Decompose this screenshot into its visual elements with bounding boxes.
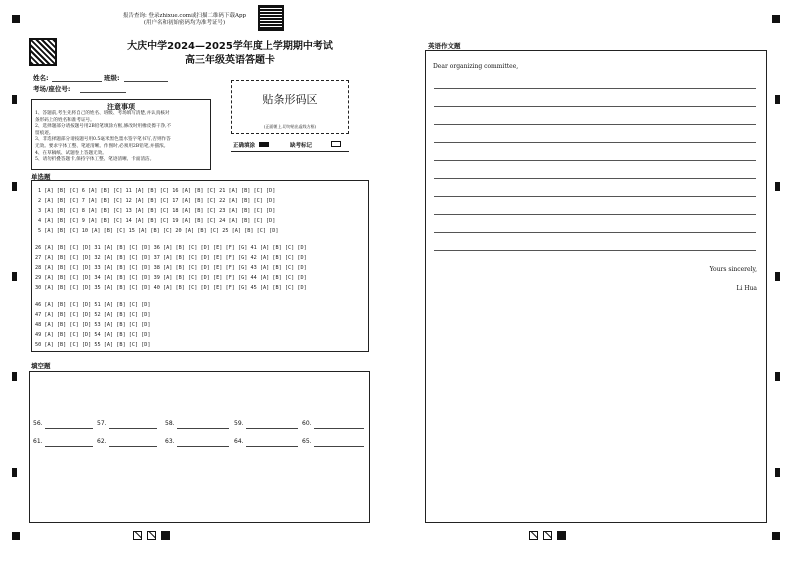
mc-row[interactable]: 46 [A] [B] [C] [D] 51 [A] [B] [C] [D]	[35, 302, 151, 308]
barcode-area	[231, 80, 349, 134]
mc-row[interactable]: 27 [A] [B] [C] [D] 32 [A] [B] [C] [D] 37 [A] [B] [C] [D] [E] [F] [G] 42 [A] [B] [C] [D]	[35, 255, 307, 261]
class-label: 班级:	[104, 74, 120, 82]
fill-answer-line[interactable]	[109, 446, 157, 447]
fill-answer-line[interactable]	[246, 446, 298, 447]
fill-number: 61.	[33, 438, 43, 445]
notice-line: 1、答题前,考生先将自己的姓名、班级、考场填写清楚,并认真核对	[35, 111, 170, 116]
timing-mark	[775, 95, 780, 104]
fill-number: 56.	[33, 420, 43, 427]
timing-mark	[775, 182, 780, 191]
mc-row[interactable]: 5 [A] [B] [C] 10 [A] [B] [C] 15 [A] [B] [C] 20 [A] [B] [C] 25 [A] [B] [C] [D]	[38, 228, 279, 234]
fill-answer-line[interactable]	[109, 428, 157, 429]
mc-row[interactable]: 47 [A] [B] [C] [D] 52 [A] [B] [C] [D]	[35, 312, 151, 318]
fill-number: 65.	[302, 438, 312, 445]
absent-mark-box[interactable]	[331, 141, 341, 147]
registration-mark-top-left	[12, 15, 20, 23]
fill-answer-line[interactable]	[314, 446, 364, 447]
fill-answer-line[interactable]	[177, 428, 229, 429]
fill-answer-box	[29, 371, 370, 523]
essay-section-label: 英语作文题	[428, 42, 461, 50]
notice-line: 5、请勿折叠答题卡,保持字体工整、笔迹清晰、卡面清洁。	[35, 157, 155, 163]
fill-answer-line[interactable]	[45, 428, 93, 429]
essay-writing-line[interactable]	[434, 142, 756, 143]
timing-mark	[775, 468, 780, 477]
correct-fill-sample-icon	[259, 142, 269, 147]
exam-title: 大庆中学2024—2025学年度上学期期中考试	[127, 41, 333, 52]
mc-row[interactable]: 1 [A] [B] [C] 6 [A] [B] [C] 11 [A] [B] [C] 16 [A] [B] [C] 21 [A] [B] [C] [D]	[38, 188, 276, 194]
fill-number: 57.	[97, 420, 107, 427]
notice-line: 3、非选择题部分请按题号用0.5毫米黑色墨水签字笔书写,否则作答	[35, 137, 171, 143]
fill-number: 64.	[234, 438, 244, 445]
essay-writing-line[interactable]	[434, 88, 756, 89]
room-seat-label: 考场/座位号:	[33, 85, 71, 93]
mc-row[interactable]: 3 [A] [B] [C] 8 [A] [B] [C] 13 [A] [B] [C] 18 [A] [B] [C] 23 [A] [B] [C] [D]	[38, 208, 276, 214]
notice-line: 2、选择题部分请按题号用2B铅笔填涂方框,修改时用橡皮擦干净,不	[35, 124, 172, 130]
fill-answer-line[interactable]	[246, 428, 298, 429]
mc-row[interactable]: 49 [A] [B] [C] [D] 54 [A] [B] [C] [D]	[35, 332, 151, 338]
fill-answer-line[interactable]	[177, 446, 229, 447]
mc-row[interactable]: 2 [A] [B] [C] 7 [A] [B] [C] 12 [A] [B] [C] 17 [A] [B] [C] 22 [A] [B] [C] [D]	[38, 198, 276, 204]
login-note: (用户名和初始密码均为准考证号)	[143, 20, 226, 26]
mc-row[interactable]: 29 [A] [B] [C] [D] 34 [A] [B] [C] [D] 39 [A] [B] [C] [D] [E] [F] [G] 44 [A] [B] [C] [D]	[35, 275, 307, 281]
mc-section-label: 单选题	[31, 173, 51, 181]
fill-answer-line[interactable]	[314, 428, 364, 429]
page-code-mark	[133, 531, 142, 540]
page-code-solid-mark	[161, 531, 170, 540]
mc-row[interactable]: 30 [A] [B] [C] [D] 35 [A] [B] [C] [D] 40 [A] [B] [C] [D] [E] [F] [G] 45 [A] [B] [C] [D]	[35, 285, 307, 291]
timing-mark	[12, 372, 17, 381]
registration-mark-top-right	[772, 15, 780, 23]
mc-row[interactable]: 4 [A] [B] [C] 9 [A] [B] [C] 14 [A] [B] [C] 19 [A] [B] [C] 24 [A] [B] [C] [D]	[38, 218, 276, 224]
timing-mark	[775, 272, 780, 281]
essay-writing-line[interactable]	[434, 106, 756, 107]
fill-section-label: 填空题	[31, 362, 51, 370]
essay-writing-line[interactable]	[434, 178, 756, 179]
correct-fill-label: 正确填涂	[233, 143, 256, 149]
answer-sheet-subtitle: 高三年级英语答题卡	[185, 55, 275, 66]
class-input-line[interactable]	[124, 81, 168, 82]
essay-closing: Yours sincerely,	[709, 266, 757, 273]
essay-writing-line[interactable]	[434, 232, 756, 233]
name-label: 姓名:	[33, 74, 49, 82]
mc-row[interactable]: 50 [A] [B] [C] [D] 55 [A] [B] [C] [D]	[35, 342, 151, 348]
barcode-label: 贴条形码区	[262, 93, 318, 106]
notice-line: 条形码上的姓名和准考证号。	[35, 117, 95, 123]
notice-line: 留痕迹。	[35, 130, 54, 136]
fill-number: 63.	[165, 438, 175, 445]
divider-line	[231, 151, 349, 152]
room-seat-input-line[interactable]	[80, 92, 126, 93]
essay-writing-line[interactable]	[434, 160, 756, 161]
essay-greeting: Dear organizing committee,	[433, 63, 519, 70]
timing-mark	[12, 182, 17, 191]
name-input-line[interactable]	[52, 81, 102, 82]
essay-signature: Li Hua	[736, 285, 757, 292]
student-qr-code-icon	[29, 38, 57, 66]
absent-mark-label: 缺考标记	[290, 143, 313, 149]
barcode-note: (正面朝上,切勿贴出虚线方框)	[263, 124, 317, 129]
fill-number: 62.	[97, 438, 107, 445]
essay-writing-line[interactable]	[434, 214, 756, 215]
page-code-mark	[147, 531, 156, 540]
timing-mark	[12, 468, 17, 477]
essay-answer-box	[425, 50, 767, 523]
notice-heading: 注意事项	[107, 103, 135, 111]
mc-row[interactable]: 26 [A] [B] [C] [D] 31 [A] [B] [C] [D] 36 [A] [B] [C] [D] [E] [F] [G] 41 [A] [B] [C] [D]	[35, 245, 307, 251]
mc-row[interactable]: 48 [A] [B] [C] [D] 53 [A] [B] [C] [D]	[35, 322, 151, 328]
fill-number: 58.	[165, 420, 175, 427]
report-query-note: 报告查询: 登录zhixue.com或扫描二维码下载App	[122, 13, 247, 19]
essay-writing-line[interactable]	[434, 196, 756, 197]
essay-writing-line[interactable]	[434, 250, 756, 251]
page-code-solid-mark	[557, 531, 566, 540]
fill-number: 60.	[302, 420, 312, 427]
notice-line: 无效。要求字体工整、笔迹清晰。作图时,必须用2B铅笔,并描浓。	[35, 143, 169, 149]
essay-writing-line[interactable]	[434, 124, 756, 125]
notice-box	[31, 99, 211, 170]
timing-mark	[775, 372, 780, 381]
registration-mark-bottom-right	[772, 532, 780, 540]
notice-lines	[35, 111, 209, 164]
notice-line: 4、在草稿纸、试题卷上答题无效。	[35, 150, 107, 156]
mc-row[interactable]: 28 [A] [B] [C] [D] 33 [A] [B] [C] [D] 38 [A] [B] [C] [D] [E] [F] [G] 43 [A] [B] [C] [D]	[35, 265, 307, 271]
page-code-mark	[529, 531, 538, 540]
mc-answer-box	[31, 180, 369, 352]
registration-mark-bottom-left	[12, 532, 20, 540]
fill-number: 59.	[234, 420, 244, 427]
timing-mark	[12, 272, 17, 281]
fill-answer-line[interactable]	[45, 446, 93, 447]
qr-code-icon	[258, 5, 284, 31]
page-code-mark	[543, 531, 552, 540]
timing-mark	[12, 95, 17, 104]
